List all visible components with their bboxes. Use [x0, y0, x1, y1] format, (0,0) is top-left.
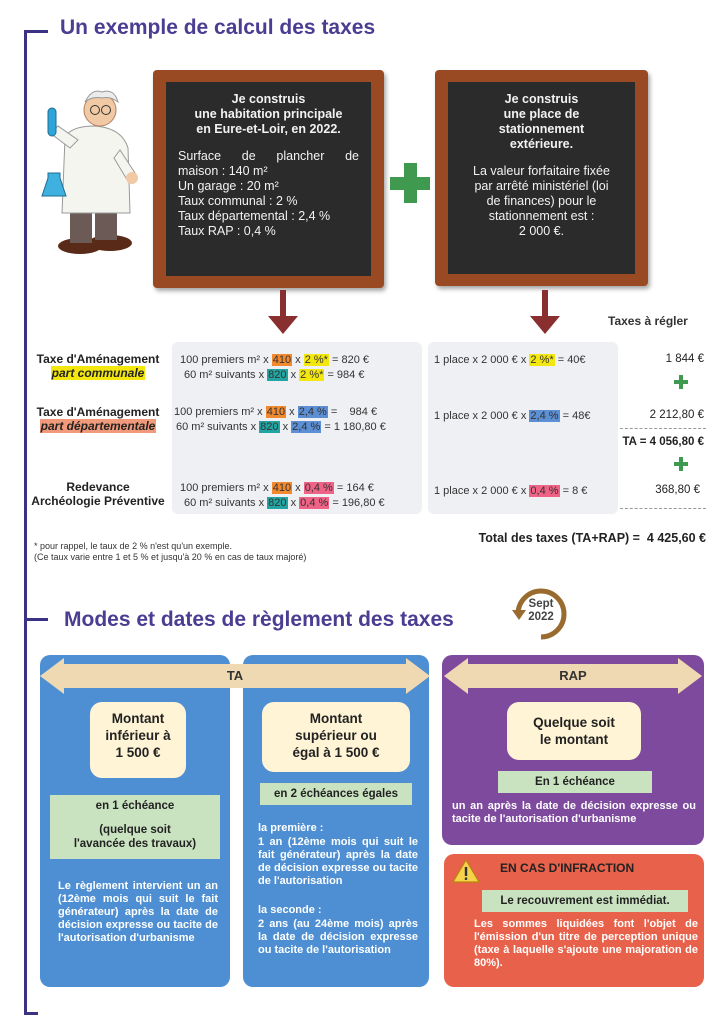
calc-line: [180, 353, 369, 367]
row-label-ta-communale: [30, 352, 166, 380]
calc-line: [434, 409, 590, 423]
calc-text: 100 premiers m² x: [174, 406, 263, 418]
stationnement-detail-line: stationnement est :: [488, 209, 595, 223]
echeance-box: [50, 795, 220, 859]
row-label-line: Taxe d'Aménagement: [36, 352, 160, 366]
stationnement-detail-line: La valeur forfaitaire fixée: [473, 164, 610, 178]
stationnement-details: [460, 164, 623, 239]
calc-line: [434, 484, 587, 498]
col2-p1-head: la première :: [258, 822, 324, 834]
calc-rate: 0,4 %: [530, 485, 559, 497]
row-label-sub: [30, 419, 166, 433]
stationnement-detail-line: de finances) pour le: [486, 194, 597, 208]
bubble-line: Montant: [111, 711, 165, 726]
bubble-line: le montant: [539, 732, 609, 747]
row-label-line: Taxe d'Aménagement: [36, 405, 160, 419]
infraction-title: EN CAS D'INFRACTION: [500, 861, 635, 875]
calc-result: = 984 €: [327, 406, 378, 418]
calc-base: 410: [272, 482, 292, 494]
calc-text: 100 premiers m² x: [180, 354, 269, 366]
stationnement-title: [460, 92, 623, 152]
calc-text: 1 place x 2 000 € x: [434, 485, 530, 497]
calc-result: = 196,80 €: [329, 497, 385, 509]
calc-result: = 820 €: [328, 354, 370, 366]
echeance-line: (quelque soit: [99, 824, 171, 836]
infraction-text: Les sommes liquidées font l'objet de l'émission d'un titre de perception unique (taxe à laquelle s'ajoute une majoration de 80%).: [474, 918, 698, 969]
tax-amount: 1 844 €: [665, 353, 704, 365]
col3-text: un an après la date de décision expresse ou tacite de l'autorisation d'urbanisme: [452, 800, 696, 825]
habitation-detail-line: maison : 140 m²: [178, 164, 268, 178]
row-label-rap: [30, 480, 166, 508]
calc-base: 410: [266, 406, 286, 418]
date-badge-line: 2022: [528, 611, 554, 623]
calc-base: 820: [268, 369, 287, 381]
arrow-right-icon: [678, 658, 702, 694]
echeance-line: en 1 échéance: [95, 800, 175, 812]
calc-text: 60 m² suivants x: [184, 497, 265, 509]
bubble-line: égal à 1 500 €: [292, 745, 380, 760]
section2-title: Modes et dates de règlement des taxes: [64, 608, 454, 631]
arrow-down-icon: [266, 290, 300, 336]
calc-text: x: [279, 421, 292, 433]
bubble-line: Quelque soit: [533, 715, 615, 730]
footnote-line: (Ce taux varie entre 1 et 5 % et jusqu'à 20 % en cas de taux majoré): [34, 552, 307, 562]
calc-rate: 2,4 %: [292, 421, 321, 433]
recouvrement-box: Le recouvrement est immédiat.: [482, 890, 688, 912]
bubble-line: supérieur ou: [295, 728, 377, 743]
arrow-right-icon: [406, 658, 430, 694]
stationnement-title-line: une place de: [503, 107, 580, 121]
calc-text: x: [292, 482, 304, 494]
section2-bracket: [24, 618, 48, 621]
habitation-title: [178, 92, 359, 137]
grand-total: Total des taxes (TA+RAP) = 4 425,60 €: [478, 531, 706, 545]
habitation-detail-line: Taux départemental : 2,4 %: [178, 209, 331, 223]
plus-icon: [674, 375, 688, 389]
footnote: [34, 541, 394, 563]
habitation-detail-line: Taux communal : 2 %: [178, 194, 298, 208]
calc-result: = 40€: [554, 354, 586, 366]
footnote-line: * pour rappel, le taux de 2 % n'est qu'un exemple.: [34, 541, 233, 551]
calc-text: 1 place x 2 000 € x: [434, 354, 530, 366]
row-label-highlight: part communale: [51, 366, 145, 380]
echeance-line: l'avancée des travaux): [73, 838, 197, 850]
calc-text: 60 m² suivants x: [176, 421, 257, 433]
calc-rate: 2 %*: [300, 369, 324, 381]
calc-line: [184, 368, 364, 382]
calc-text: 1 place x 2 000 € x: [434, 410, 530, 422]
bubble-line: 1 500 €: [115, 745, 161, 760]
section-bracket-bottom: [24, 1012, 38, 1015]
bubble-montant-inferieur: [90, 702, 186, 778]
habitation-detail-line: Un garage : 20 m²: [178, 179, 279, 193]
habitation-detail-line: Surface de plancher de: [178, 149, 359, 163]
col2-p2-head: la seconde :: [258, 904, 322, 916]
calc-text: x: [292, 354, 304, 366]
divider: [620, 508, 706, 509]
calc-base: 820: [260, 421, 279, 433]
taxes-header: Taxes à régler: [608, 314, 688, 328]
date-badge: [516, 598, 566, 624]
calc-text: x: [287, 497, 300, 509]
section1-title: Un exemple de calcul des taxes: [60, 16, 376, 39]
calc-text: x: [287, 369, 300, 381]
bubble-quelque-soit: [507, 702, 641, 760]
calc-line: [174, 405, 377, 419]
warning-icon: [452, 858, 480, 884]
calc-rate: 2 %*: [304, 354, 328, 366]
calc-line: [180, 481, 374, 495]
arrow-left-icon: [40, 658, 64, 694]
calc-text: x: [286, 406, 298, 418]
calc-text: 100 premiers m² x: [180, 482, 269, 494]
calc-result: = 984 €: [324, 369, 365, 381]
bubble-line: inférieur à: [105, 728, 171, 743]
chalkboard-habitation-content: [166, 82, 371, 276]
habitation-title-line: une habitation principale: [194, 107, 343, 121]
chalkboard-stationnement: [435, 70, 648, 286]
echeance-line: [50, 813, 220, 823]
plus-icon: [390, 163, 430, 203]
ta-label: TA: [226, 668, 244, 683]
col1-text: Le règlement intervient un an (12ème mois qui suit le fait générateur) après la date de décision expresse ou tacite de l'autorisation d'urbanisme: [58, 880, 218, 944]
plus-icon: [674, 457, 688, 471]
echeance-box: En 1 échéance: [498, 771, 652, 793]
calc-rate: 0,4 %: [304, 482, 333, 494]
scientist-illustration: [40, 78, 145, 258]
stationnement-title-line: stationnement: [498, 122, 585, 136]
row-label-highlight: part départementale: [40, 419, 156, 433]
calc-rate: 2 %*: [530, 354, 554, 366]
ta-total: TA = 4 056,80 €: [622, 436, 704, 448]
stationnement-detail-line: 2 000 €.: [518, 224, 565, 238]
row-label-line: Redevance: [66, 480, 130, 494]
stationnement-title-line: extérieure.: [509, 137, 574, 151]
col2-p1: 1 an (12ème mois qui suit le fait générateur) après la date de décision expresse ou tacite de l'autorisation: [258, 836, 418, 887]
stationnement-title-line: Je construis: [504, 92, 579, 106]
row-label-line: Archéologie Préventive: [31, 494, 165, 508]
stationnement-detail-line: par arrêté ministériel (loi: [474, 179, 609, 193]
calc-result: = 8 €: [559, 485, 588, 497]
habitation-title-line: Je construis: [231, 92, 306, 106]
rap-label: RAP: [559, 668, 587, 683]
tax-amount: 368,80 €: [655, 484, 700, 496]
habitation-details: [178, 149, 359, 239]
calc-line: [176, 420, 386, 434]
divider: [620, 428, 706, 429]
bubble-line: Montant: [309, 711, 363, 726]
calc-rate: 0,4 %: [300, 497, 329, 509]
col2-p2: 2 ans (au 24ème mois) après la date de décision expresse ou tacite de l'autorisation: [258, 918, 418, 956]
calc-base: 820: [268, 497, 287, 509]
calc-base: 410: [272, 354, 292, 366]
habitation-detail-line: Taux RAP : 0,4 %: [178, 224, 276, 238]
calc-line: [434, 353, 586, 367]
calc-result: = 48€: [559, 410, 591, 422]
echeance-box: en 2 échéances égales: [260, 783, 412, 805]
chalkboard-habitation: [153, 70, 384, 288]
calc-result: = 164 €: [333, 482, 374, 494]
arrow-down-icon: [528, 290, 562, 336]
calc-line: [184, 496, 385, 510]
bubble-montant-superieur: [262, 702, 410, 772]
tax-amount: 2 212,80 €: [649, 409, 704, 421]
date-badge-line: Sept: [528, 598, 554, 610]
habitation-title-line: en Eure-et-Loir, en 2022.: [196, 122, 341, 136]
row-label-sub: [30, 366, 166, 380]
arrow-left-icon: [444, 658, 468, 694]
calc-result: = 1 180,80 €: [321, 421, 386, 433]
calc-text: 60 m² suivants x: [184, 369, 265, 381]
calc-rate: 2,4 %: [530, 410, 559, 422]
row-label-ta-departementale: [30, 405, 166, 433]
chalkboard-stationnement-content: [448, 82, 635, 274]
calc-rate: 2,4 %: [298, 406, 327, 418]
